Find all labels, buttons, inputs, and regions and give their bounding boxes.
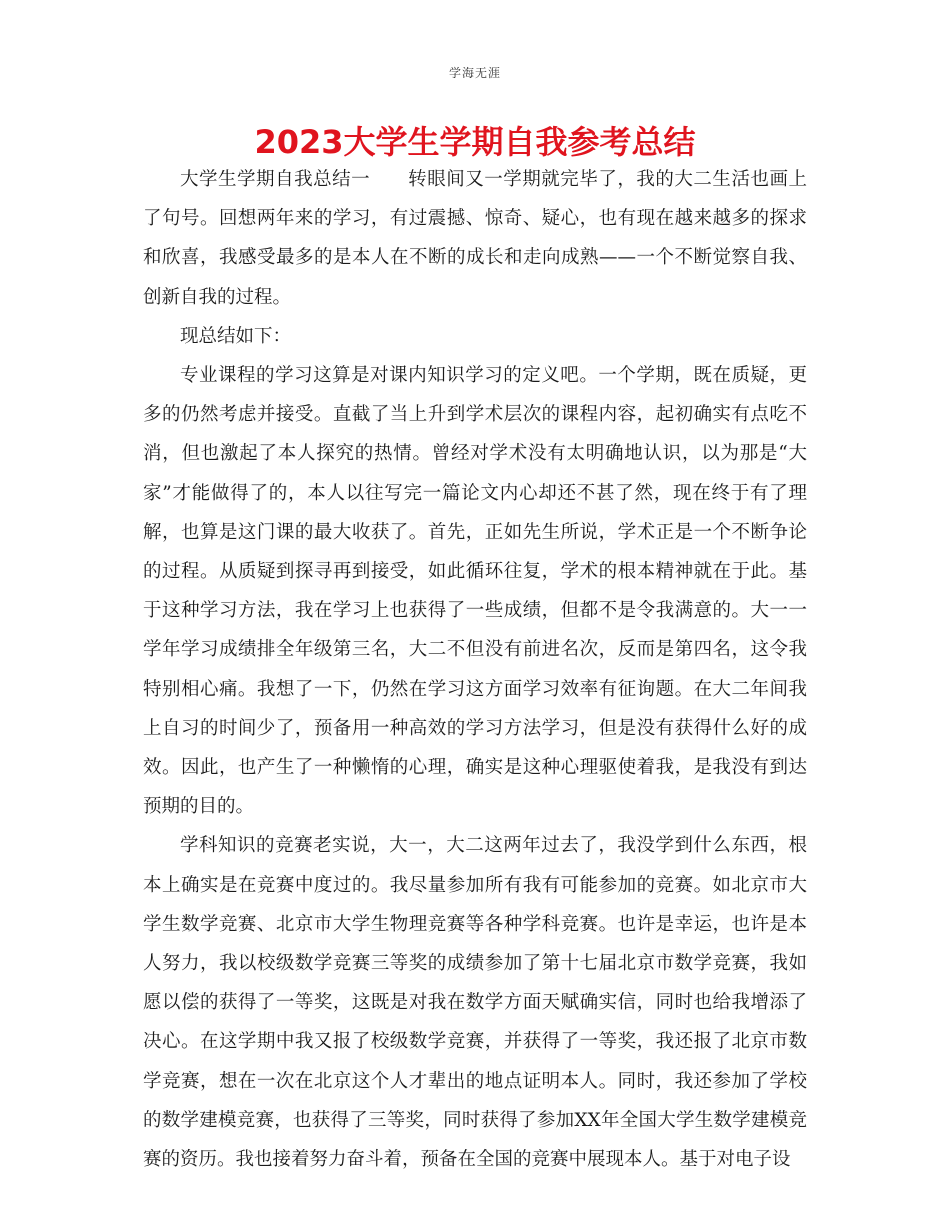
document-title: 2023大学生学期自我参考总结 [254,123,696,161]
document-body [143,160,807,1179]
paragraph-intro: 大学生学期自我总结一 转眼间又一学期就完毕了，我的大二生活也画上了句号。回想两年来的学习，有过震撼、惊奇、疑心，也有现在越来越多的探求和欣喜，我感受最多的是本人在不断的成长和走向成熟——一个不断觉察自我、创新自我的过程。 [143,169,807,308]
paragraph-course-study: 专业课程的学习这算是对课内知识学习的定义吧。一个学期，既在质疑，更多的仍然考虑并接受。直截了当上升到学术层次的课程内容，起初确实有点吃不消，但也激起了本人探究的热情。曾经对学术没有太明确地认识，以为那是“大家”才能做得了的，本人以往写完一篇论文内心却还不甚了然，现在终于有了理解，也算是这门课的最大收获了。首先，正如先生所说，学术正是一个不断争论的过程。从质疑到探寻再到接受，如此循环往复，学术的根本精神就在于此。基于这种学习方法，我在学习上也获得了一些成绩，但都不是令我满意的。大一一学年学习成绩排全年级第三名，大二不但没有前进名次，反而是第四名，这令我特别相心痛。我想了一下，仍然在学习这方面学习效率有征询题。在大二年间我上自习的时间少了，预备用一种高效的学习方法学习，但是没有获得什么好的成效。因此，也产生了一种懒惰的心理，确实是这种心理驱使着我，是我没有到达预期的目的。 [143,365,807,818]
paragraph-competitions: 学科知识的竞赛老实说，大一，大二这两年过去了，我没学到什么东西，根本上确实是在竞赛中度过的。我尽量参加所有我有可能参加的竞赛。如北京市大学生数学竞赛、北京市大学生物理竞赛等各种学科竞赛。也许是幸运，也许是本人努力，我以校级数学竞赛三等奖的成绩参加了第十七届北京市数学竞赛，我如愿以偿的获得了一等奖，这既是对我在数学方面天赋确实信，同时也给我增添了决心。在这学期中我又报了校级数学竞赛，并获得了一等奖，我还报了北京市数学竞赛，想在一次在北京这个人才辈出的地点证明本人。同时，我还参加了学校的数学建模竞赛，也获得了三等奖，同时获得了参加XX年全国大学生数学建模竞赛的资历。我也接着努力奋斗着，预备在全国的竞赛中展现本人。基于对电子设 [143,835,807,1171]
paragraph-summary-lead: 现总结如下： [180,325,292,347]
page-header: 学海无涯 [448,66,501,80]
